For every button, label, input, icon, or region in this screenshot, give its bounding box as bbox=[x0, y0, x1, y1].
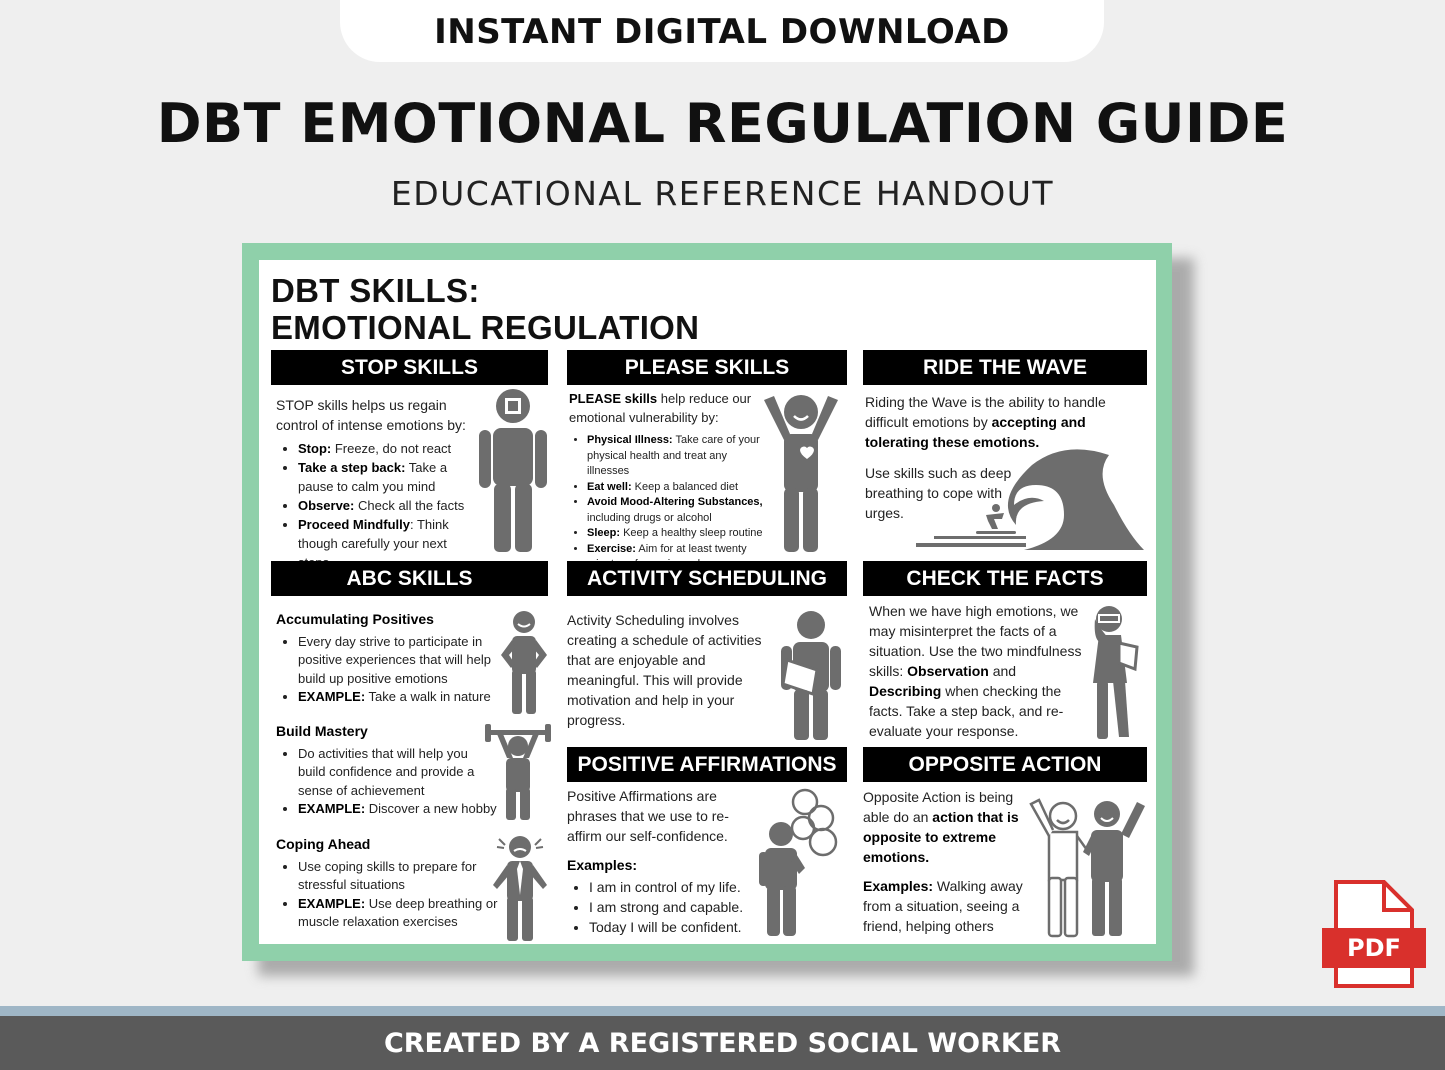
opposite-examples: Examples: Walking away from a situation, seeing a friend, helping others bbox=[863, 878, 1023, 934]
banner-text: INSTANT DIGITAL DOWNLOAD bbox=[434, 12, 1010, 52]
happy-person-icon bbox=[499, 610, 549, 715]
weightlifter-icon bbox=[485, 722, 551, 822]
list-item: • Avoid Mood-Altering Substances, including drugs or alcohol bbox=[587, 495, 764, 526]
footer-accent-bar bbox=[0, 1006, 1445, 1016]
list-item: • Take a step back: Take a pause to calm you mind bbox=[298, 458, 476, 496]
opposite-action-icon bbox=[1025, 790, 1150, 940]
positive-affirmations-header: POSITIVE AFFIRMATIONS bbox=[567, 747, 847, 782]
wave-text: Riding the Wave is the ability to handle difficult emotions by accepting and tolerating these emotions. bbox=[865, 394, 1106, 450]
abc-section-1 bbox=[276, 610, 498, 707]
abc-section-title: Coping Ahead bbox=[276, 836, 371, 852]
sheet-title-line1: DBT SKILLS: bbox=[271, 272, 480, 309]
list-item: • EXAMPLE: Take a walk in nature bbox=[298, 688, 498, 707]
list-item: • Physical Illness: Take care of your physical health and treat any illnesses bbox=[587, 433, 764, 480]
list-item: • Do activities that will help you build confidence and provide a sense of achievement bbox=[298, 745, 498, 801]
list-item: • Proceed Mindfully: Think though carefully your next bbox=[298, 515, 476, 572]
thinking-person-icon bbox=[759, 788, 841, 938]
please-person-icon bbox=[756, 390, 846, 555]
affirm-examples bbox=[567, 855, 767, 937]
ride-the-wave-header: RIDE THE WAVE bbox=[863, 350, 1147, 385]
abc-section-3 bbox=[276, 835, 498, 932]
please-skills-header: PLEASE SKILLS bbox=[567, 350, 847, 385]
list-item: • Eat well: Keep a balanced diet bbox=[587, 480, 764, 496]
instant-download-banner bbox=[340, 0, 1104, 62]
please-list bbox=[569, 433, 764, 573]
list-item: • Use coping skills to prepare for stressful situations bbox=[298, 858, 498, 895]
stressed-person-icon bbox=[485, 835, 555, 943]
footer-text: CREATED BY A REGISTERED SOCIAL WORKER bbox=[383, 1027, 1062, 1059]
footer-bar bbox=[0, 1016, 1445, 1070]
stop-person-icon bbox=[477, 388, 549, 556]
opposite-action-header: OPPOSITE ACTION bbox=[863, 747, 1147, 782]
woman-reading-icon bbox=[1083, 603, 1143, 743]
list-item: • Stop: Freeze, do not react bbox=[298, 439, 476, 458]
opposite-text: Opposite Action is being able do an action that is opposite to extreme emotions. bbox=[863, 789, 1019, 865]
activity-text: Activity Scheduling involves creating a schedule of activities that are enjoyable and meaningful. This will provide motivation and help in your progress. bbox=[567, 612, 762, 728]
stop-list bbox=[276, 439, 476, 572]
list-item: • Exercise: Aim for at least twenty bbox=[587, 542, 764, 573]
reading-person-icon bbox=[777, 610, 845, 742]
handout-sheet bbox=[259, 260, 1156, 944]
page-title: DBT EMOTIONAL REGULATION GUIDE bbox=[156, 92, 1289, 155]
facts-text: When we have high emotions, we may misinterpret the facts of a situation. Use the two mindfulness skills: Observation and Describing when checking the facts. Take a step back, and re-evaluate your response. bbox=[869, 603, 1082, 739]
page-subtitle: EDUCATIONAL REFERENCE HANDOUT bbox=[390, 174, 1055, 213]
abc-section-title: Accumulating Positives bbox=[276, 611, 434, 627]
abc-section-2 bbox=[276, 722, 498, 819]
stop-skills-header: STOP SKILLS bbox=[271, 350, 548, 385]
abc-list-3 bbox=[276, 858, 498, 932]
list-item: • Sleep: Keep a healthy sleep routine bbox=[587, 526, 764, 542]
wave-surfer-icon bbox=[914, 445, 1149, 555]
list-item: • I am strong and capable. bbox=[589, 897, 767, 917]
abc-list-2 bbox=[276, 745, 498, 819]
pdf-label: PDF bbox=[1347, 934, 1401, 962]
abc-list-1 bbox=[276, 633, 498, 707]
stop-intro: STOP skills helps us regain control of intense emotions by: bbox=[276, 397, 466, 433]
sheet-title-line2: EMOTIONAL REGULATION bbox=[271, 309, 700, 346]
affirm-text: Positive Affirmations are phrases that we use to re-affirm our self-confidence. bbox=[567, 788, 729, 844]
check-the-facts-header: CHECK THE FACTS bbox=[863, 561, 1147, 596]
list-item: • EXAMPLE: Discover a new hobby bbox=[298, 800, 498, 819]
sheet-title bbox=[271, 272, 699, 346]
list-item: • Every day strive to participate in positive experiences that will help build up positive emotions bbox=[298, 633, 498, 689]
wave-text-2: Use skills such as deep breathing to cope with urges. bbox=[865, 465, 1012, 521]
affirm-list bbox=[567, 877, 767, 937]
please-intro: PLEASE skills help reduce our emotional vulnerability by: bbox=[569, 391, 752, 425]
examples-label: Examples: bbox=[567, 857, 638, 873]
list-item: • Observe: Check all the facts bbox=[298, 496, 476, 515]
activity-scheduling-header: ACTIVITY SCHEDULING bbox=[567, 561, 847, 596]
list-item: • I am in control of my life. bbox=[589, 877, 767, 897]
abc-skills-header: ABC SKILLS bbox=[271, 561, 548, 596]
list-item: • Today I will be confident. bbox=[589, 917, 767, 937]
please-skills-text bbox=[569, 389, 764, 573]
abc-section-title: Build Mastery bbox=[276, 723, 368, 739]
list-item: • EXAMPLE: Use deep breathing or muscle relaxation exercises bbox=[298, 895, 498, 932]
stop-skills-text bbox=[276, 395, 476, 572]
